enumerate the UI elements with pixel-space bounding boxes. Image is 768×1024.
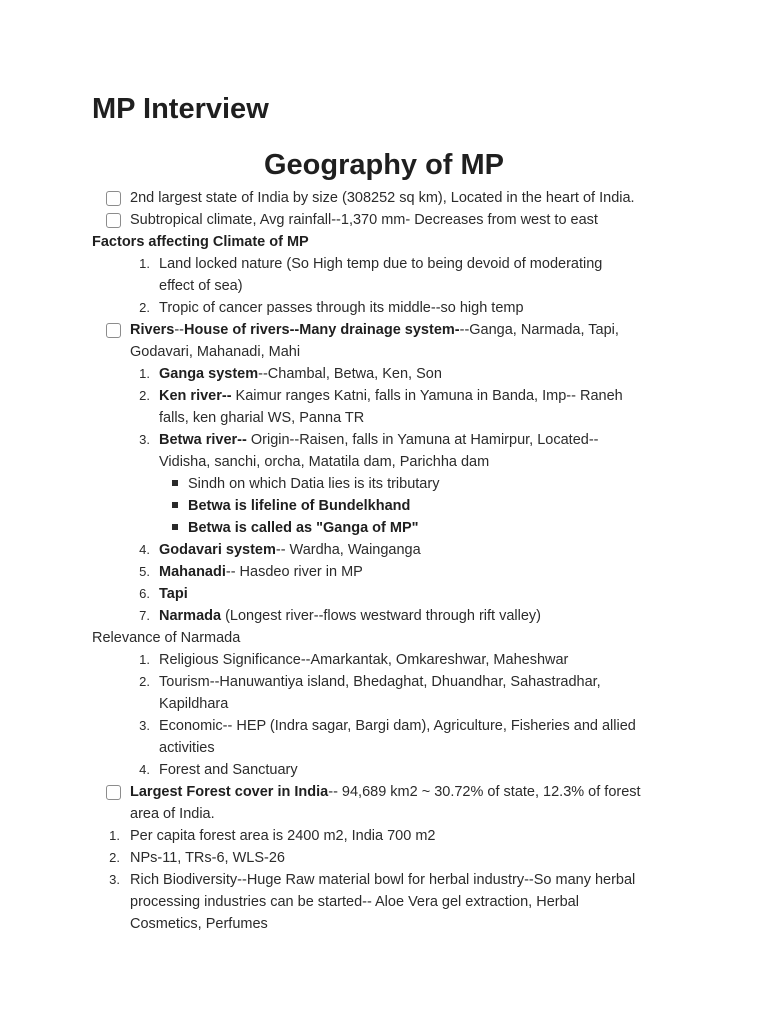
list-item-cont: Cosmetics, Perfumes (130, 916, 268, 932)
bold-text: Betwa river-- (159, 432, 247, 448)
list-item (159, 363, 442, 385)
list-number: 7. (139, 608, 150, 623)
checklist-item-text: Subtropical climate, Avg rainfall--1,370 mm- Decreases from west to east (130, 212, 598, 228)
checkbox[interactable] (106, 191, 121, 206)
list-number: 2. (139, 300, 150, 315)
list-number: 3. (139, 432, 150, 447)
bold-text: Narmada (159, 608, 222, 624)
checklist-item-text: 2nd largest state of India by size (308252 sq km), Located in the heart of India. (130, 190, 635, 206)
bullet-item: Sindh on which Datia lies is its tributary (188, 476, 440, 492)
bold-text: Rivers (130, 322, 175, 338)
list-item (159, 429, 598, 451)
list-number: 4. (139, 542, 150, 557)
list-number: 2. (109, 850, 120, 865)
list-item-cont: effect of sea) (159, 278, 243, 294)
bold-text: Mahanadi (159, 564, 226, 580)
bold-text: Ganga system (159, 366, 259, 382)
list-item-cont: activities (159, 740, 215, 756)
list-item-cont: falls, ken gharial WS, Panna TR (159, 410, 365, 426)
text: Kaimur ranges Katni, falls in Yamuna in Banda, Imp-- Raneh (231, 388, 623, 404)
checkbox[interactable] (106, 323, 121, 338)
list-item: Forest and Sanctuary (159, 762, 298, 778)
list-item: Religious Significance--Amarkantak, Omkareshwar, Maheshwar (159, 652, 569, 668)
list-item-cont: Kapildhara (159, 696, 229, 712)
list-item: Per capita forest area is 2400 m2, India 700 m2 (130, 828, 436, 844)
list-item (159, 539, 421, 561)
subheading: Factors affecting Climate of MP (92, 234, 309, 250)
checklist-item-text (130, 319, 619, 341)
list-number: 1. (139, 256, 150, 271)
text: Origin--Raisen, falls in Yamuna at Hamirpur, Located-- (246, 432, 599, 448)
list-item: Tropic of cancer passes through its middle--so high temp (159, 300, 524, 316)
text: -- Hasdeo river in MP (225, 564, 363, 580)
text: -- 94,689 km2 ~ 30.72% of state, 12.3% of forest (328, 784, 641, 800)
list-item (159, 583, 188, 605)
checkbox[interactable] (106, 785, 121, 800)
bold-text: House of rivers--Many drainage system- (184, 322, 460, 338)
list-number: 3. (109, 872, 120, 887)
list-item-cont: processing industries can be started-- Aloe Vera gel extraction, Herbal (130, 894, 579, 910)
section-title: Geography of MP (263, 149, 505, 181)
list-item (159, 385, 623, 407)
list-item (159, 605, 541, 627)
list-number: 4. (139, 762, 150, 777)
checklist-item-text (130, 781, 641, 803)
subheading: Relevance of Narmada (92, 630, 241, 646)
bold-text: Tapi (159, 586, 188, 602)
bold-text: Largest Forest cover in India (130, 784, 329, 800)
list-number: 2. (139, 674, 150, 689)
list-item: Land locked nature (So High temp due to being devoid of moderating (159, 256, 603, 272)
bullet-square (172, 480, 178, 486)
bold-text: Godavari system (159, 542, 276, 558)
list-number: 5. (139, 564, 150, 579)
list-item: Economic-- HEP (Indra sagar, Bargi dam), Agriculture, Fisheries and allied (159, 718, 636, 734)
list-number: 1. (139, 366, 150, 381)
list-item (159, 561, 363, 583)
text: -- Wardha, Wainganga (275, 542, 421, 558)
list-item: NPs-11, TRs-6, WLS-26 (130, 850, 285, 866)
list-number: 1. (109, 828, 120, 843)
bullet-square (172, 502, 178, 508)
checklist-item-cont: area of India. (130, 806, 215, 822)
list-number: 6. (139, 586, 150, 601)
list-number: 3. (139, 718, 150, 733)
checklist-item-cont: Godavari, Mahanadi, Mahi (130, 344, 301, 360)
bullet-item: Betwa is called as "Ganga of MP" (188, 520, 419, 536)
list-item-cont: Vidisha, sanchi, orcha, Matatila dam, Parichha dam (159, 454, 490, 470)
text: -- (174, 322, 185, 338)
bullet-square (172, 524, 178, 530)
list-item: Tourism--Hanuwantiya island, Bhedaghat, Dhuandhar, Sahastradhar, (159, 674, 601, 690)
list-number: 2. (139, 388, 150, 403)
list-number: 1. (139, 652, 150, 667)
document-title: MP Interview (92, 93, 269, 125)
bullet-item: Betwa is lifeline of Bundelkhand (188, 498, 411, 514)
text: (Longest river--flows westward through rift valley) (221, 608, 541, 624)
list-item: Rich Biodiversity--Huge Raw material bowl for herbal industry--So many herbal (130, 872, 636, 888)
text: --Ganga, Narmada, Tapi, (459, 322, 619, 338)
text: --Chambal, Betwa, Ken, Son (258, 366, 442, 382)
bold-text: Ken river-- (159, 388, 232, 404)
checkbox[interactable] (106, 213, 121, 228)
